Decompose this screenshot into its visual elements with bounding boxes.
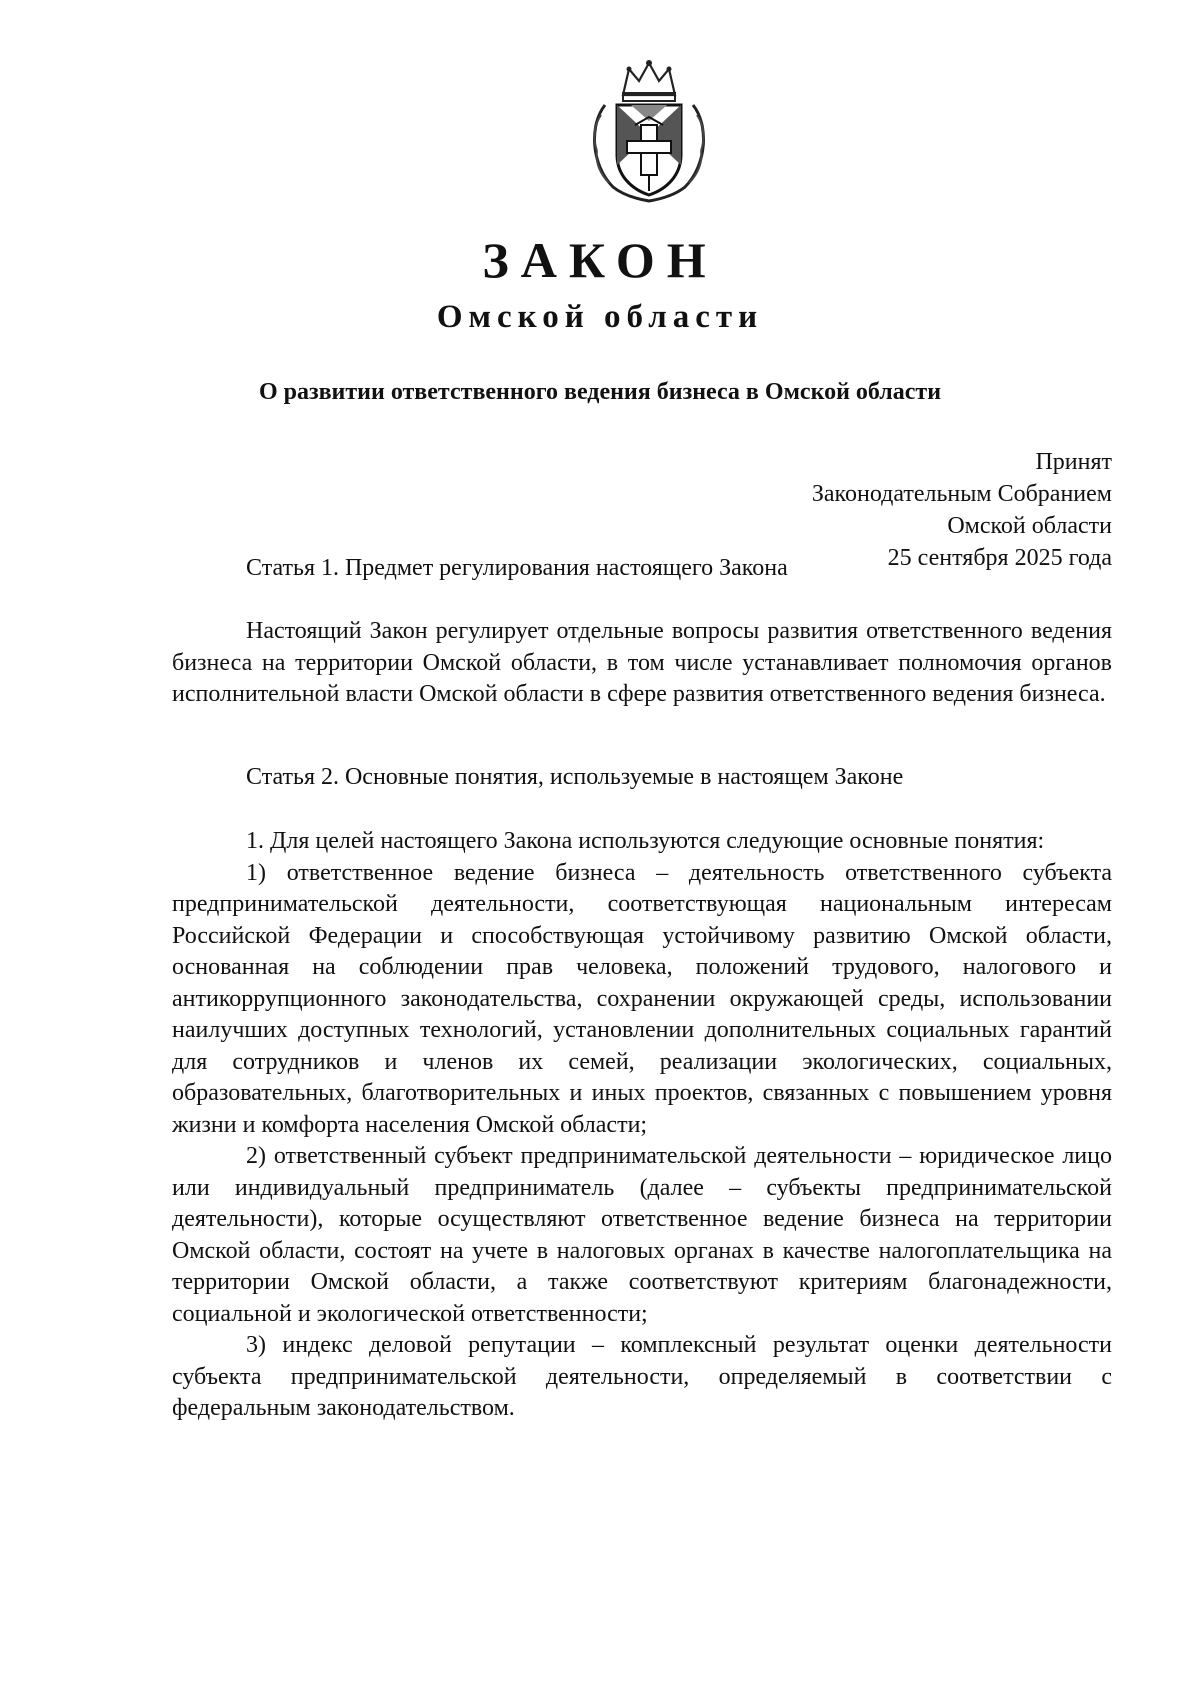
coat-of-arms-icon <box>583 55 715 205</box>
article-1-heading: Статья 1. Предмет регулирования настоящего Закона <box>246 555 788 581</box>
article-1-paragraph: Настоящий Закон регулирует отдельные вопросы развития ответственного ведения бизнеса на территории Омской области, в том числе устанавливает полномочия органов исполнительной власти Омской области в сфере развития ответственного ведения бизнеса. <box>172 618 1112 707</box>
definition-item-3: 3) индекс деловой репутации – комплексный результат оценки деятельности субъекта предпринимательской деятельности, определяемый в соответствии с федеральным законодательством. <box>172 1332 1112 1421</box>
adoption-line-3: Омской области <box>947 513 1112 539</box>
document-title: ЗАКОН <box>482 232 718 288</box>
definition-item-1: 1) ответственное ведение бизнеса – деятельность ответственного субъекта предпринимательской деятельности, соответствующая национальным интересам Российской Федерации и способствующая устойчивому развитию Омской области, основанная на соблюдении прав человека, положений трудового, налогового и антикоррупционного законодательства, сохранении окружающей среды, использовании наилучших доступных технологий, установлении дополнительных социальных гарантий для сотрудников и членов их семей, реализации экологических, социальных, образовательных, благотворительных и иных проектов, связанных с повышением уровня жизни и комфорта населения Омской области; <box>172 859 1112 1138</box>
article-2-intro: 1. Для целей настоящего Закона используются следующие основные понятия: <box>246 828 1045 854</box>
adoption-date: 25 сентября 2025 года <box>887 545 1112 571</box>
adoption-line-2: Законодательным Собранием <box>811 481 1112 507</box>
article-2-body <box>172 826 1112 1425</box>
adoption-line-1: Принят <box>1035 449 1112 475</box>
article-2-heading: Статья 2. Основные понятия, используемые в настоящем Законе <box>246 764 904 790</box>
definition-item-2: 2) ответственный субъект предпринимательской деятельности – юридическое лицо или индивидуальный предприниматель (далее – субъекты предпринимательской деятельности), которые осуществляют ответственное ведение бизнеса на территории Омской области, состоят на учете в налоговых органах в качестве налогоплательщика на территории Омской области, а также соответствуют критериям благонадежности, социальной и экологической ответственности; <box>172 1143 1112 1327</box>
law-name: О развитии ответственного ведения бизнеса в Омской области <box>258 379 942 405</box>
article-1-body <box>172 616 1112 711</box>
document-subtitle: Омской области <box>436 299 764 335</box>
